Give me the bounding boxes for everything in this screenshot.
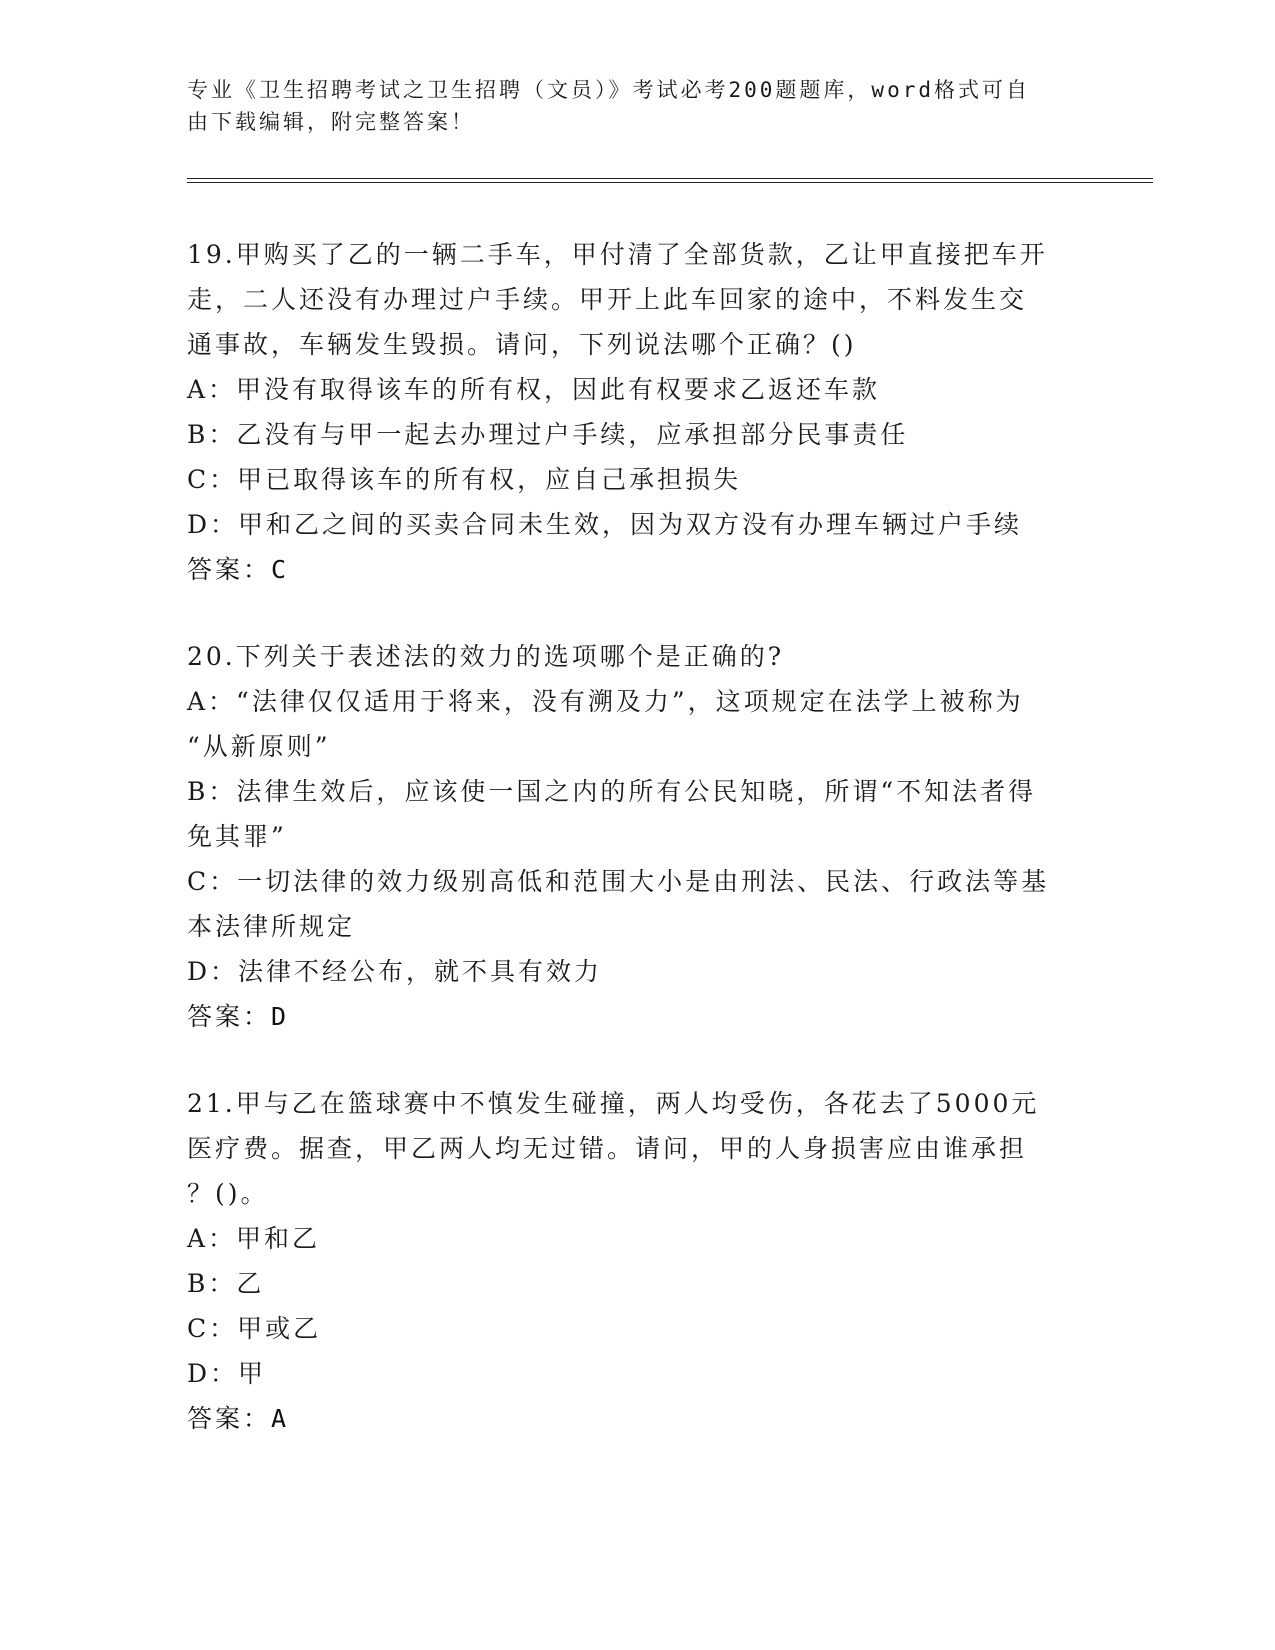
- option-line: 本法律所规定: [187, 912, 356, 941]
- question-stem: [187, 634, 1087, 679]
- option-b: [187, 412, 1087, 457]
- question-19: [187, 232, 1087, 592]
- option-line: B：法律生效后，应该使一国之内的所有公民知晓，所谓“不知法者得: [187, 777, 1037, 806]
- option-line: A：甲和乙: [187, 1224, 321, 1253]
- option-line: C：甲或乙: [187, 1314, 322, 1343]
- stem-line: 19.甲购买了乙的一辆二手车，甲付清了全部货款，乙让甲直接把车开: [187, 240, 1048, 269]
- option-b: [187, 769, 1087, 859]
- question-list: [187, 232, 1087, 1483]
- question-stem: [187, 232, 1087, 367]
- option-c: [187, 859, 1087, 949]
- option-line: A：甲没有取得该车的所有权，因此有权要求乙返还车款: [187, 375, 881, 404]
- option-d: [187, 502, 1087, 547]
- option-line: D：法律不经公布，就不具有效力: [187, 957, 603, 986]
- option-line: D：甲: [187, 1359, 267, 1388]
- answer-label: 答案：D: [187, 1002, 290, 1031]
- header-divider: [187, 178, 1153, 183]
- option-line: C：甲已取得该车的所有权，应自己承担损失: [187, 465, 742, 494]
- option-line: B：乙: [187, 1269, 265, 1298]
- answer-label: 答案：C: [187, 555, 290, 584]
- option-a: [187, 367, 1087, 412]
- option-c: [187, 1306, 1087, 1351]
- option-line: B：乙没有与甲一起去办理过户手续，应承担部分民事责任: [187, 420, 909, 449]
- option-line: A：“法律仅仅适用于将来，没有溯及力”，这项规定在法学上被称为: [187, 687, 1024, 716]
- document-header: [187, 74, 1067, 138]
- stem-line: 21.甲与乙在篮球赛中不慎发生碰撞，两人均受伤，各花去了5000元: [187, 1089, 1040, 1118]
- stem-line: 走，二人还没有办理过户手续。甲开上此车回家的途中，不料发生交: [187, 285, 1028, 314]
- stem-line: 通事故，车辆发生毁损。请问，下列说法哪个正确？(): [187, 330, 857, 359]
- option-c: [187, 457, 1087, 502]
- header-line-1: 专业《卫生招聘考试之卫生招聘（文员）》考试必考200题题库，word格式可自: [187, 78, 1030, 102]
- option-a: [187, 1216, 1087, 1261]
- option-line: C：一切法律的效力级别高低和范围大小是由刑法、民法、行政法等基: [187, 867, 1050, 896]
- option-line: D：甲和乙之间的买卖合同未生效，因为双方没有办理车辆过户手续: [187, 510, 1023, 539]
- stem-line: 医疗费。据查，甲乙两人均无过错。请问，甲的人身损害应由谁承担: [187, 1134, 1028, 1163]
- option-d: [187, 1351, 1087, 1396]
- question-20: [187, 634, 1087, 1039]
- header-line-2: 由下载编辑，附完整答案！: [187, 110, 475, 134]
- stem-line: 20.下列关于表述法的效力的选项哪个是正确的?: [187, 642, 785, 671]
- stem-line: ？()。: [187, 1179, 269, 1208]
- option-a: [187, 679, 1087, 769]
- answer-label: 答案：A: [187, 1404, 290, 1433]
- option-line: 免其罪”: [187, 822, 287, 851]
- option-d: [187, 949, 1087, 994]
- option-line: “从新原则”: [187, 732, 331, 761]
- question-21: [187, 1081, 1087, 1441]
- option-b: [187, 1261, 1087, 1306]
- question-stem: [187, 1081, 1087, 1216]
